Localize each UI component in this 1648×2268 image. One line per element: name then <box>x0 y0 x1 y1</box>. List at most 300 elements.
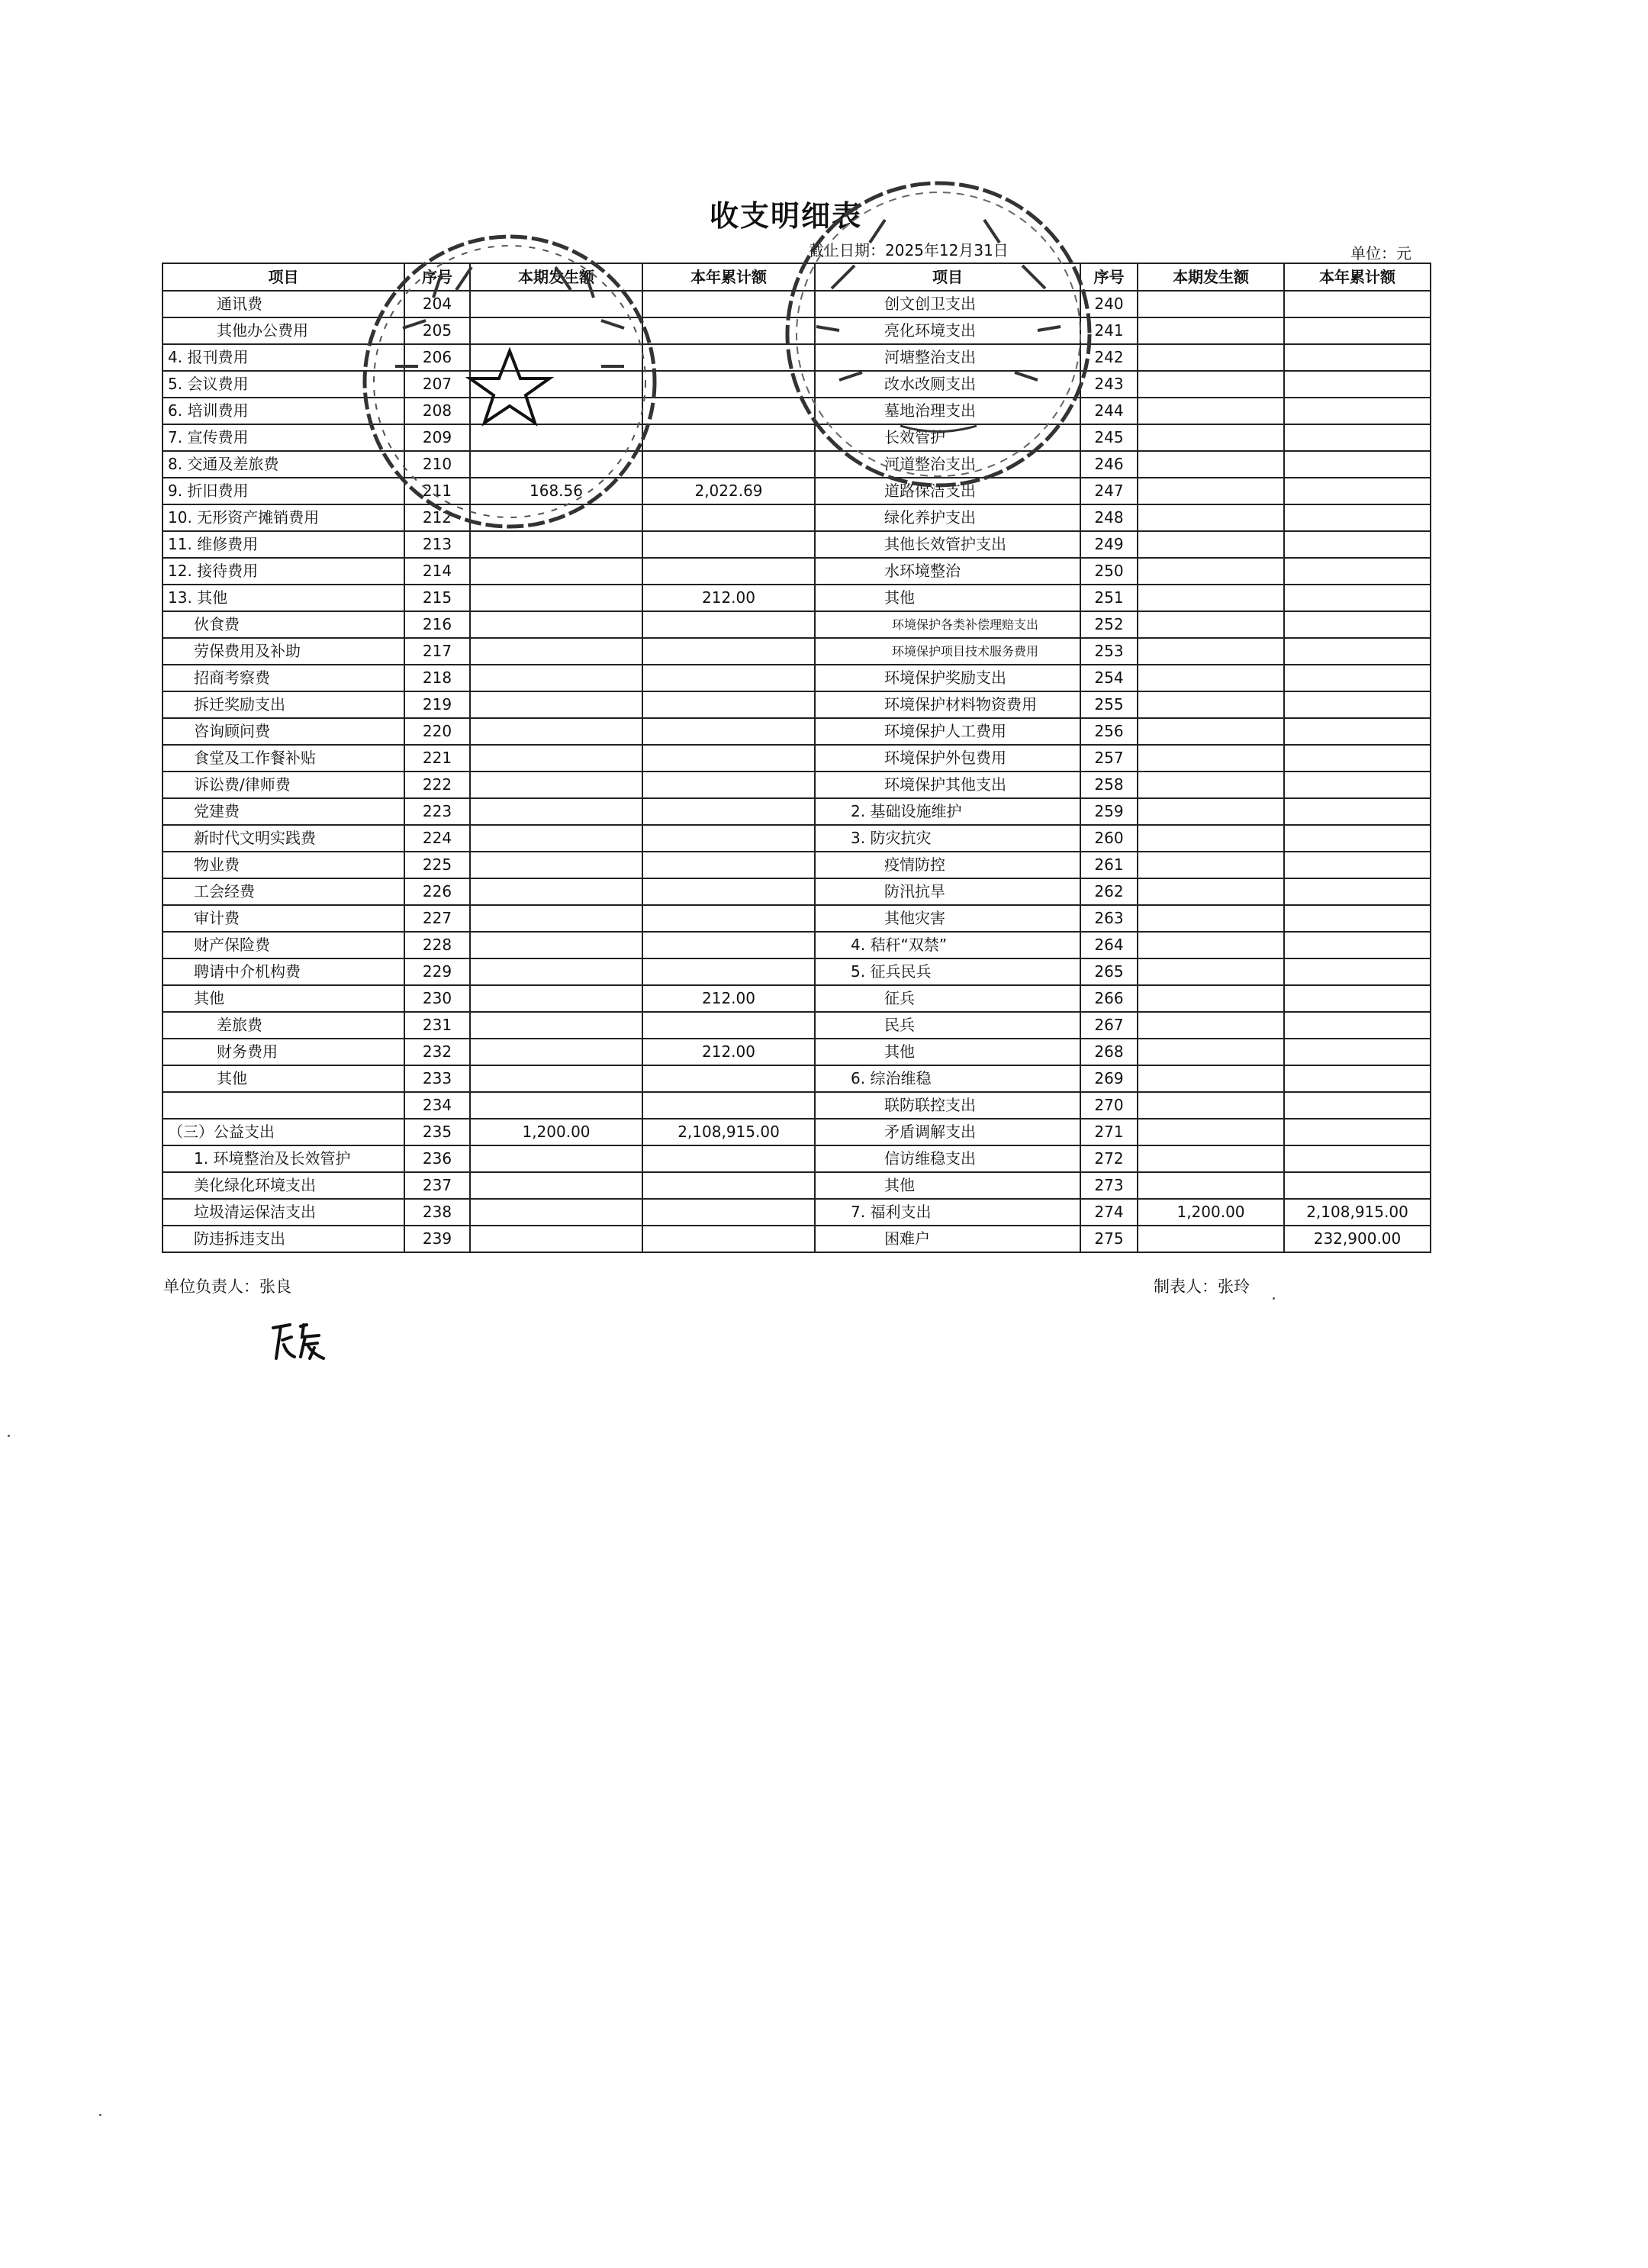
left-seq-cell: 238 <box>404 1199 470 1226</box>
left-seq-cell: 212 <box>404 504 470 531</box>
right-item-cell: 改水改厕支出 <box>815 371 1080 398</box>
right-ytd-cell: 232,900.00 <box>1284 1226 1431 1252</box>
table-row <box>163 745 1431 772</box>
right-ytd-cell <box>1284 878 1431 905</box>
left-ytd-cell <box>642 878 815 905</box>
left-period-cell <box>470 1092 642 1119</box>
right-ytd-cell <box>1284 1092 1431 1119</box>
right-ytd-cell <box>1284 985 1431 1012</box>
right-ytd-cell <box>1284 611 1431 638</box>
left-ytd-cell <box>642 905 815 932</box>
right-seq-cell: 251 <box>1080 585 1138 611</box>
left-seq-cell: 205 <box>404 317 470 344</box>
left-period-cell <box>470 718 642 745</box>
left-item-cell: 通讯费 <box>163 291 404 317</box>
left-ytd-cell <box>642 1145 815 1172</box>
right-ytd-cell <box>1284 798 1431 825</box>
left-seq-cell: 233 <box>404 1065 470 1092</box>
right-seq-cell: 268 <box>1080 1039 1138 1065</box>
left-seq-cell: 232 <box>404 1039 470 1065</box>
right-item-cell: 信访维稳支出 <box>815 1145 1080 1172</box>
left-period-cell <box>470 798 642 825</box>
left-ytd-cell <box>642 691 815 718</box>
left-item-cell: 7. 宣传费用 <box>163 424 404 451</box>
right-ytd-cell <box>1284 1065 1431 1092</box>
right-period-cell <box>1138 611 1284 638</box>
unit-head-label: 单位负责人：张良 <box>163 1277 291 1296</box>
right-seq-cell: 260 <box>1080 825 1138 852</box>
right-item-cell: 环境保护项目技术服务费用 <box>815 638 1080 665</box>
header-left-period: 本期发生额 <box>470 263 642 291</box>
right-ytd-cell <box>1284 852 1431 878</box>
left-ytd-cell <box>642 1226 815 1252</box>
left-seq-cell: 223 <box>404 798 470 825</box>
right-period-cell <box>1138 1065 1284 1092</box>
header-right-seq: 序号 <box>1080 263 1138 291</box>
right-period-cell <box>1138 398 1284 424</box>
table-row <box>163 905 1431 932</box>
table-row <box>163 504 1431 531</box>
left-item-cell: 10. 无形资产摊销费用 <box>163 504 404 531</box>
left-item-cell: 新时代文明实践费 <box>163 825 404 852</box>
right-period-cell <box>1138 985 1284 1012</box>
right-seq-cell: 256 <box>1080 718 1138 745</box>
left-period-cell <box>470 531 642 558</box>
right-ytd-cell <box>1284 745 1431 772</box>
left-ytd-cell <box>642 1172 815 1199</box>
right-period-cell <box>1138 825 1284 852</box>
left-period-cell <box>470 1065 642 1092</box>
left-seq-cell: 225 <box>404 852 470 878</box>
left-seq-cell: 211 <box>404 478 470 504</box>
right-item-cell: 民兵 <box>815 1012 1080 1039</box>
left-item-cell: 1. 环境整治及长效管护 <box>163 1145 404 1172</box>
right-period-cell <box>1138 958 1284 985</box>
left-seq-cell: 227 <box>404 905 470 932</box>
right-seq-cell: 253 <box>1080 638 1138 665</box>
right-item-cell: 5. 征兵民兵 <box>815 958 1080 985</box>
right-period-cell <box>1138 558 1284 585</box>
left-period-cell <box>470 905 642 932</box>
right-item-cell: 其他 <box>815 585 1080 611</box>
left-seq-cell: 207 <box>404 371 470 398</box>
right-item-cell: 联防联控支出 <box>815 1092 1080 1119</box>
right-item-cell: 其他灾害 <box>815 905 1080 932</box>
left-item-cell: 咨询顾问费 <box>163 718 404 745</box>
right-ytd-cell <box>1284 932 1431 958</box>
header-left-item: 项目 <box>163 263 404 291</box>
right-period-cell <box>1138 798 1284 825</box>
left-ytd-cell: 2,022.69 <box>642 478 815 504</box>
right-seq-cell: 258 <box>1080 772 1138 798</box>
table-row <box>163 611 1431 638</box>
right-period-cell <box>1138 878 1284 905</box>
left-item-cell: 美化绿化环境支出 <box>163 1172 404 1199</box>
table-row <box>163 1012 1431 1039</box>
right-item-cell: 环境保护各类补偿理赔支出 <box>815 611 1080 638</box>
right-seq-cell: 274 <box>1080 1199 1138 1226</box>
handwritten-signature <box>267 1314 336 1368</box>
right-item-cell: 水环境整治 <box>815 558 1080 585</box>
table-row <box>163 958 1431 985</box>
right-period-cell <box>1138 531 1284 558</box>
right-item-cell: 环境保护奖励支出 <box>815 665 1080 691</box>
left-seq-cell: 219 <box>404 691 470 718</box>
table-row <box>163 1065 1431 1092</box>
left-period-cell <box>470 585 642 611</box>
left-period-cell <box>470 878 642 905</box>
right-seq-cell: 264 <box>1080 932 1138 958</box>
right-ytd-cell: 2,108,915.00 <box>1284 1199 1431 1226</box>
left-ytd-cell <box>642 504 815 531</box>
right-period-cell <box>1138 424 1284 451</box>
table-row <box>163 985 1431 1012</box>
left-period-cell: 168.56 <box>470 478 642 504</box>
right-ytd-cell <box>1284 504 1431 531</box>
left-seq-cell: 208 <box>404 398 470 424</box>
left-item-cell: 物业费 <box>163 852 404 878</box>
right-ytd-cell <box>1284 344 1431 371</box>
right-ytd-cell <box>1284 691 1431 718</box>
left-seq-cell: 220 <box>404 718 470 745</box>
right-period-cell <box>1138 478 1284 504</box>
right-ytd-cell <box>1284 1119 1431 1145</box>
right-period-cell <box>1138 1145 1284 1172</box>
table-row <box>163 665 1431 691</box>
right-period-cell <box>1138 504 1284 531</box>
right-seq-cell: 246 <box>1080 451 1138 478</box>
left-item-cell: 差旅费 <box>163 1012 404 1039</box>
right-item-cell: 长效管护 <box>815 424 1080 451</box>
right-period-cell <box>1138 932 1284 958</box>
right-seq-cell: 273 <box>1080 1172 1138 1199</box>
left-item-cell: 垃圾清运保洁支出 <box>163 1199 404 1226</box>
right-ytd-cell <box>1284 772 1431 798</box>
left-period-cell: 1,200.00 <box>470 1119 642 1145</box>
right-period-cell <box>1138 291 1284 317</box>
left-item-cell: 劳保费用及补助 <box>163 638 404 665</box>
left-item-cell: 12. 接待费用 <box>163 558 404 585</box>
right-period-cell <box>1138 1226 1284 1252</box>
table-row <box>163 718 1431 745</box>
right-seq-cell: 265 <box>1080 958 1138 985</box>
right-period-cell <box>1138 905 1284 932</box>
right-ytd-cell <box>1284 424 1431 451</box>
left-ytd-cell <box>642 798 815 825</box>
table-row <box>163 825 1431 852</box>
right-ytd-cell <box>1284 1012 1431 1039</box>
right-ytd-cell <box>1284 638 1431 665</box>
right-item-cell: 2. 基础设施维护 <box>815 798 1080 825</box>
left-seq-cell: 230 <box>404 985 470 1012</box>
right-period-cell <box>1138 585 1284 611</box>
right-period-cell <box>1138 317 1284 344</box>
left-item-cell: 伙食费 <box>163 611 404 638</box>
right-ytd-cell <box>1284 291 1431 317</box>
left-period-cell <box>470 985 642 1012</box>
left-ytd-cell <box>642 638 815 665</box>
left-seq-cell: 214 <box>404 558 470 585</box>
right-seq-cell: 269 <box>1080 1065 1138 1092</box>
right-ytd-cell <box>1284 958 1431 985</box>
right-item-cell: 亮化环境支出 <box>815 317 1080 344</box>
left-item-cell: 党建费 <box>163 798 404 825</box>
left-item-cell: 其他 <box>163 985 404 1012</box>
left-item-cell: 9. 折旧费用 <box>163 478 404 504</box>
right-seq-cell: 249 <box>1080 531 1138 558</box>
right-item-cell: 环境保护其他支出 <box>815 772 1080 798</box>
left-period-cell <box>470 1199 642 1226</box>
left-ytd-cell <box>642 932 815 958</box>
right-period-cell <box>1138 1092 1284 1119</box>
right-item-cell: 疫情防控 <box>815 852 1080 878</box>
right-seq-cell: 263 <box>1080 905 1138 932</box>
right-item-cell: 环境保护人工费用 <box>815 718 1080 745</box>
left-ytd-cell <box>642 825 815 852</box>
right-seq-cell: 241 <box>1080 317 1138 344</box>
table-row <box>163 852 1431 878</box>
right-seq-cell: 272 <box>1080 1145 1138 1172</box>
right-item-cell: 道路保洁支出 <box>815 478 1080 504</box>
table-row <box>163 1226 1431 1252</box>
scan-speck <box>8 1435 10 1437</box>
scan-speck <box>99 2114 101 2116</box>
left-item-cell: 13. 其他 <box>163 585 404 611</box>
left-ytd-cell <box>642 852 815 878</box>
left-ytd-cell <box>642 1065 815 1092</box>
right-seq-cell: 266 <box>1080 985 1138 1012</box>
left-seq-cell: 237 <box>404 1172 470 1199</box>
left-seq-cell: 218 <box>404 665 470 691</box>
left-ytd-cell <box>642 745 815 772</box>
right-ytd-cell <box>1284 317 1431 344</box>
left-item-cell: 其他办公费用 <box>163 317 404 344</box>
left-seq-cell: 222 <box>404 772 470 798</box>
official-seal-right <box>778 174 1099 495</box>
left-period-cell <box>470 745 642 772</box>
left-period-cell <box>470 1172 642 1199</box>
table-row <box>163 1119 1431 1145</box>
right-seq-cell: 252 <box>1080 611 1138 638</box>
left-seq-cell: 235 <box>404 1119 470 1145</box>
left-item-cell: （三）公益支出 <box>163 1119 404 1145</box>
left-item-cell: 防违拆违支出 <box>163 1226 404 1252</box>
left-period-cell <box>470 611 642 638</box>
right-seq-cell: 270 <box>1080 1092 1138 1119</box>
header-left-ytd: 本年累计额 <box>642 263 815 291</box>
left-ytd-cell <box>642 558 815 585</box>
right-item-cell: 4. 秸秆“双禁” <box>815 932 1080 958</box>
table-row <box>163 585 1431 611</box>
right-item-cell: 环境保护外包费用 <box>815 745 1080 772</box>
right-item-cell: 矛盾调解支出 <box>815 1119 1080 1145</box>
right-seq-cell: 255 <box>1080 691 1138 718</box>
right-seq-cell: 257 <box>1080 745 1138 772</box>
left-seq-cell: 213 <box>404 531 470 558</box>
left-ytd-cell <box>642 772 815 798</box>
left-seq-cell: 226 <box>404 878 470 905</box>
right-seq-cell: 250 <box>1080 558 1138 585</box>
right-seq-cell: 248 <box>1080 504 1138 531</box>
table-row <box>163 531 1431 558</box>
left-item-cell: 11. 维修费用 <box>163 531 404 558</box>
right-period-cell <box>1138 772 1284 798</box>
left-period-cell <box>470 638 642 665</box>
left-seq-cell: 224 <box>404 825 470 852</box>
right-seq-cell: 242 <box>1080 344 1138 371</box>
table-row <box>163 691 1431 718</box>
right-ytd-cell <box>1284 531 1431 558</box>
right-period-cell <box>1138 1012 1284 1039</box>
left-seq-cell: 210 <box>404 451 470 478</box>
left-item-cell: 8. 交通及差旅费 <box>163 451 404 478</box>
right-item-cell: 绿化养护支出 <box>815 504 1080 531</box>
header-right-ytd: 本年累计额 <box>1284 263 1431 291</box>
right-period-cell <box>1138 1119 1284 1145</box>
right-item-cell: 6. 综治维稳 <box>815 1065 1080 1092</box>
right-item-cell: 3. 防灾抗灾 <box>815 825 1080 852</box>
right-item-cell: 河塘整治支出 <box>815 344 1080 371</box>
left-ytd-cell <box>642 611 815 638</box>
right-ytd-cell <box>1284 665 1431 691</box>
left-seq-cell: 215 <box>404 585 470 611</box>
left-period-cell <box>470 932 642 958</box>
left-item-cell: 其他 <box>163 1065 404 1092</box>
left-seq-cell: 234 <box>404 1092 470 1119</box>
left-seq-cell: 204 <box>404 291 470 317</box>
left-seq-cell: 229 <box>404 958 470 985</box>
left-item-cell: 食堂及工作餐补贴 <box>163 745 404 772</box>
left-ytd-cell: 2,108,915.00 <box>642 1119 815 1145</box>
left-item-cell: 财务费用 <box>163 1039 404 1065</box>
left-period-cell <box>470 1012 642 1039</box>
left-ytd-cell: 212.00 <box>642 585 815 611</box>
left-seq-cell: 236 <box>404 1145 470 1172</box>
right-period-cell <box>1138 371 1284 398</box>
right-period-cell <box>1138 691 1284 718</box>
left-period-cell <box>470 1039 642 1065</box>
right-ytd-cell <box>1284 451 1431 478</box>
left-item-cell: 聘请中介机构费 <box>163 958 404 985</box>
right-item-cell: 其他 <box>815 1039 1080 1065</box>
right-ytd-cell <box>1284 718 1431 745</box>
right-seq-cell: 259 <box>1080 798 1138 825</box>
table-row <box>163 1145 1431 1172</box>
left-period-cell <box>470 772 642 798</box>
left-item-cell: 5. 会议费用 <box>163 371 404 398</box>
left-ytd-cell: 212.00 <box>642 1039 815 1065</box>
right-ytd-cell <box>1284 905 1431 932</box>
right-item-cell: 其他 <box>815 1172 1080 1199</box>
right-seq-cell: 267 <box>1080 1012 1138 1039</box>
right-item-cell: 其他长效管护支出 <box>815 531 1080 558</box>
left-ytd-cell <box>642 531 815 558</box>
left-ytd-cell: 212.00 <box>642 985 815 1012</box>
table-row <box>163 558 1431 585</box>
left-period-cell <box>470 958 642 985</box>
preparer-label: 制表人：张玲 <box>1154 1277 1250 1296</box>
left-ytd-cell <box>642 665 815 691</box>
right-ytd-cell <box>1284 1145 1431 1172</box>
header-right-period: 本期发生额 <box>1138 263 1284 291</box>
right-item-cell: 困难户 <box>815 1226 1080 1252</box>
left-period-cell <box>470 852 642 878</box>
right-period-cell <box>1138 1172 1284 1199</box>
right-item-cell: 征兵 <box>815 985 1080 1012</box>
left-ytd-cell <box>642 1012 815 1039</box>
left-seq-cell: 209 <box>404 424 470 451</box>
right-period-cell <box>1138 638 1284 665</box>
right-seq-cell: 245 <box>1080 424 1138 451</box>
right-period-cell <box>1138 344 1284 371</box>
right-period-cell <box>1138 1039 1284 1065</box>
left-period-cell <box>470 1226 642 1252</box>
table-row <box>163 1199 1431 1226</box>
right-ytd-cell <box>1284 478 1431 504</box>
left-item-cell: 拆迁奖励支出 <box>163 691 404 718</box>
left-seq-cell: 228 <box>404 932 470 958</box>
table-row <box>163 772 1431 798</box>
table-row <box>163 878 1431 905</box>
table-row <box>163 798 1431 825</box>
header-left-seq: 序号 <box>404 263 470 291</box>
right-ytd-cell <box>1284 558 1431 585</box>
right-ytd-cell <box>1284 585 1431 611</box>
left-period-cell <box>470 665 642 691</box>
right-seq-cell: 271 <box>1080 1119 1138 1145</box>
right-seq-cell: 261 <box>1080 852 1138 878</box>
left-seq-cell: 221 <box>404 745 470 772</box>
right-seq-cell: 247 <box>1080 478 1138 504</box>
left-ytd-cell <box>642 718 815 745</box>
left-ytd-cell <box>642 1092 815 1119</box>
right-seq-cell: 254 <box>1080 665 1138 691</box>
table-row <box>163 1039 1431 1065</box>
table-row <box>163 1172 1431 1199</box>
left-seq-cell: 216 <box>404 611 470 638</box>
right-item-cell: 环境保护材料物资费用 <box>815 691 1080 718</box>
right-seq-cell: 262 <box>1080 878 1138 905</box>
left-item-cell: 4. 报刊费用 <box>163 344 404 371</box>
right-seq-cell: 244 <box>1080 398 1138 424</box>
right-ytd-cell <box>1284 1172 1431 1199</box>
right-item-cell: 墓地治理支出 <box>815 398 1080 424</box>
right-seq-cell: 275 <box>1080 1226 1138 1252</box>
left-seq-cell: 217 <box>404 638 470 665</box>
left-item-cell: 招商考察费 <box>163 665 404 691</box>
right-ytd-cell <box>1284 371 1431 398</box>
left-period-cell <box>470 558 642 585</box>
right-item-cell: 河道整治支出 <box>815 451 1080 478</box>
unit-label: 单位：元 <box>1350 244 1411 263</box>
left-seq-cell: 231 <box>404 1012 470 1039</box>
right-period-cell <box>1138 451 1284 478</box>
left-item-cell: 工会经费 <box>163 878 404 905</box>
header-right-item: 项目 <box>815 263 1080 291</box>
left-ytd-cell <box>642 1199 815 1226</box>
cutoff-date: 截止日期：2025年12月31日 <box>809 241 1009 259</box>
document-title: 收支明细表 <box>710 199 863 233</box>
left-ytd-cell <box>642 958 815 985</box>
left-seq-cell: 239 <box>404 1226 470 1252</box>
right-period-cell <box>1138 718 1284 745</box>
right-item-cell: 创文创卫支出 <box>815 291 1080 317</box>
left-item-cell <box>163 1092 404 1119</box>
right-seq-cell: 240 <box>1080 291 1138 317</box>
right-ytd-cell <box>1284 398 1431 424</box>
left-period-cell <box>470 691 642 718</box>
right-period-cell <box>1138 745 1284 772</box>
